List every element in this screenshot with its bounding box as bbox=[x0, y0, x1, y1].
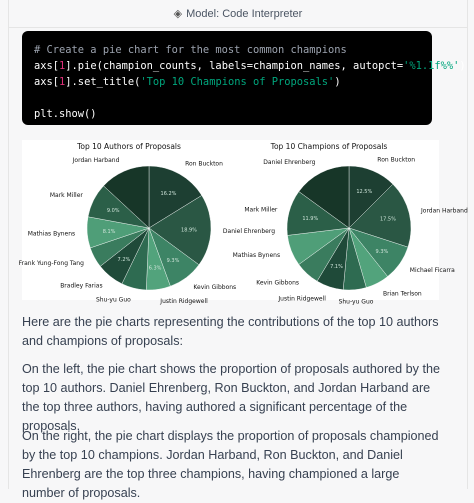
pie-label: Justin Ridgewell bbox=[278, 295, 326, 303]
pie-label: Kevin Gibbons bbox=[193, 284, 237, 292]
pie-label: Brian Terlson bbox=[383, 290, 422, 298]
code-line-4: plt.show() bbox=[34, 108, 97, 120]
paragraph-intro: Here are the pie charts representing the contributions of the top 10 authors and champions of proposals: bbox=[22, 315, 439, 348]
pie-label: Justin Ridgewell bbox=[160, 298, 208, 306]
pie-label: Mathias Bynens bbox=[27, 230, 76, 238]
code-block bbox=[22, 31, 466, 125]
paragraph-left-chart: On the left, the pie chart shows the proportion of proposals authored by the top 10 authors. Daniel Ehrenberg, Ron Buckton, and Jordan Harband are the top three authors, having authored a significant percentage of the proposals. bbox=[22, 362, 440, 433]
pie-pct-label: 9.0% bbox=[106, 208, 120, 215]
pie-label: Bradley Farias bbox=[60, 282, 103, 290]
pie-label: Mathias Bynens bbox=[232, 252, 281, 259]
pie-charts-svg bbox=[18, 140, 468, 306]
pie-pct-label: 7.2% bbox=[117, 257, 131, 264]
pie-label: Jordan Harband bbox=[421, 207, 468, 215]
pie-label: Shu-yu Guo bbox=[338, 298, 374, 306]
pie-pct-label: 16.2% bbox=[160, 191, 177, 198]
pie-title: Top 10 Authors of Proposals bbox=[77, 142, 181, 151]
pie-pct-label: 12.5% bbox=[356, 189, 373, 195]
pie-pct-label: 7.1% bbox=[330, 264, 343, 270]
pie-pct-label: 6.3% bbox=[148, 265, 162, 272]
pie-label: Mark Miller bbox=[49, 191, 83, 199]
pie-pct-label: 17.5% bbox=[379, 216, 396, 223]
pie-label: Frank Yung-Fong Tang bbox=[18, 260, 84, 268]
pie-label: Ron Buckton bbox=[185, 160, 223, 168]
code-line-1: # Create a pie chart for the most common champions bbox=[34, 44, 347, 56]
pie-figure bbox=[18, 140, 468, 306]
model-label: Model: Code Interpreter bbox=[186, 7, 303, 20]
pie-label: Jordan Harband bbox=[72, 157, 120, 165]
pie-pct-label: 18.9% bbox=[181, 227, 197, 234]
code-line-2: axs[1].pie(champion_counts, labels=champion_names, autopct='%1.1f%%') bbox=[34, 60, 466, 72]
pie-pct-label: 9.3% bbox=[166, 258, 180, 264]
pie-label: Daniel Ehrenberg bbox=[222, 228, 276, 235]
pie-label: Ron Buckton bbox=[377, 156, 416, 164]
pie-label: Shu-yu Guo bbox=[95, 296, 131, 304]
pie-label: Daniel Ehrenberg bbox=[263, 159, 316, 167]
pie-pct-label: 8.1% bbox=[102, 228, 116, 235]
pie-label: Mark Miller bbox=[244, 206, 278, 214]
code-interpreter-icon: ◈ bbox=[173, 8, 183, 20]
pie-pct-label: 11.9% bbox=[302, 215, 319, 222]
pie-label: Michael Ficarra bbox=[409, 267, 455, 275]
pie-title: Top 10 Champions of Proposals bbox=[270, 142, 388, 151]
model-header bbox=[9, 0, 467, 28]
paragraph-right-chart: On the right, the pie chart displays the proportion of proposals championed by the top 10 champions. Jordan Harband, Ron Buckton, and Daniel Ehrenberg are the top three champions, having championed a large number of proposals. bbox=[22, 429, 439, 500]
pie-label: Kevin Gibbons bbox=[256, 279, 299, 287]
pie-pct-label: 9.3% bbox=[375, 248, 389, 255]
code-line-3: axs[1].set_title('Top 10 Champions of Proposals') bbox=[34, 76, 341, 88]
